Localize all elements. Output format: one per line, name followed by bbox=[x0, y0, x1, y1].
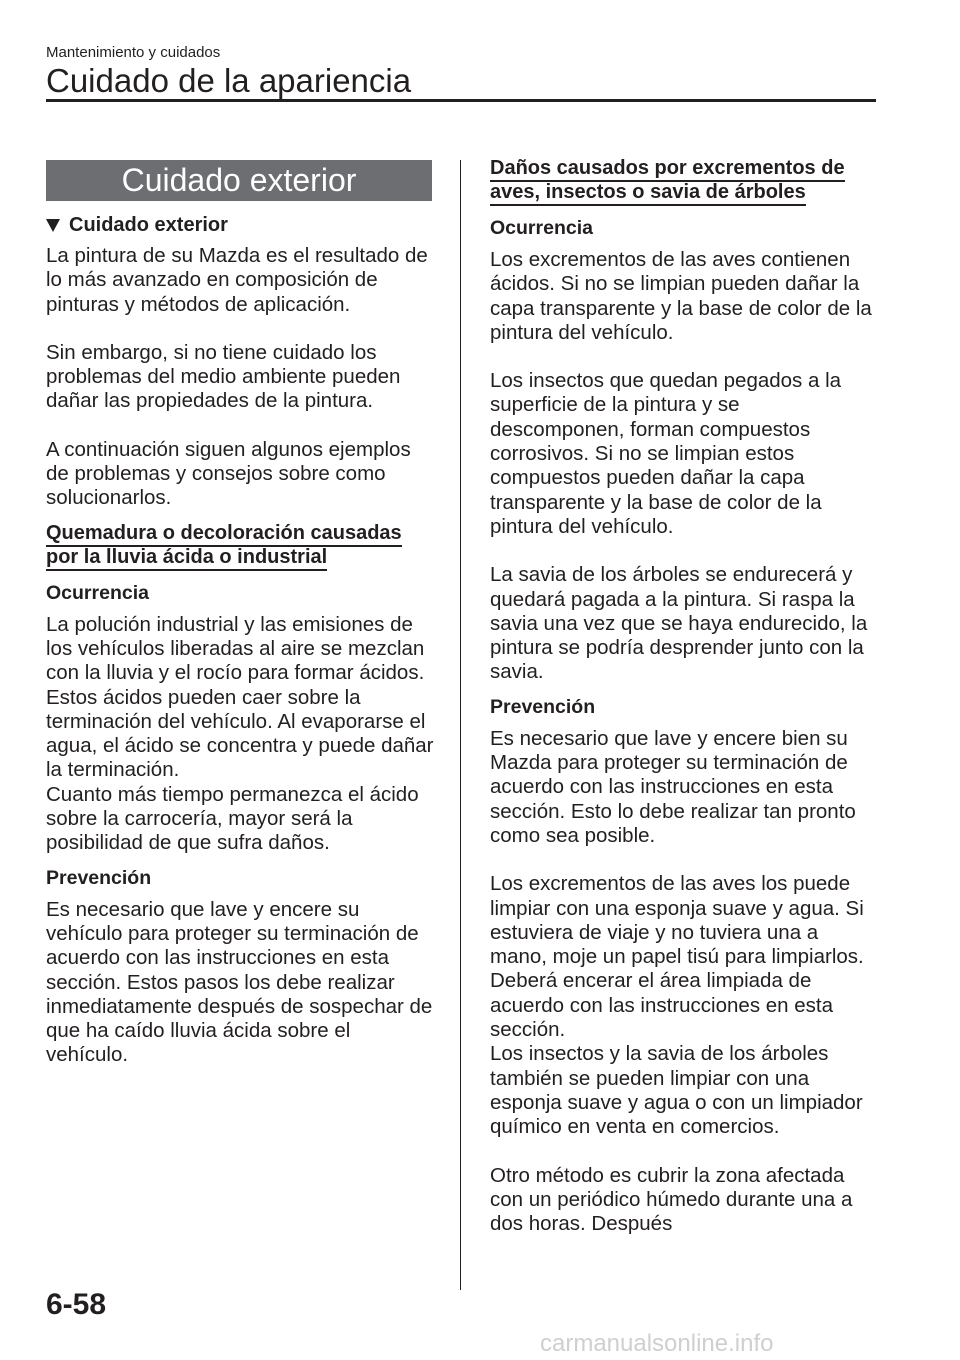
right-paragraph-4: Es necesario que lave y encere bien su Mazda para proteger su terminación de acuerdo con las instrucciones en esta sección. Esto lo debe realizar tan pronto como sea posible. bbox=[490, 726, 856, 847]
topic-bird-droppings bbox=[490, 156, 878, 204]
box-title: Cuidado exterior bbox=[46, 160, 432, 201]
ocurrencia-label: Ocurrencia bbox=[46, 581, 149, 604]
right-paragraph-3: La savia de los árboles se endurecerá y quedará pagada a la pintura. Si raspa la savia una vez que se haya endurecido, la pintura se podría desprender junto con la savia. bbox=[490, 563, 868, 684]
right-paragraph-5: Los excrementos de las aves los puede limpiar con una esponja suave y agua. Si estuviera de viaje y no tuviera una a mano, moje un papel tisú para limpiarlos. Deberá encerar el área limpiada de acuerdo con las instrucciones en esta sección. bbox=[490, 872, 864, 1042]
topic-bird-droppings-text: Daños causados por excrementos de aves, insectos o savia de árboles bbox=[490, 157, 845, 206]
column-divider bbox=[460, 160, 461, 1290]
ocurrencia-label-right: Ocurrencia bbox=[490, 217, 593, 239]
subheading bbox=[46, 212, 434, 238]
topic-acid-rain bbox=[46, 521, 434, 569]
ocurrencia-text: La polución industrial y las emisiones de los vehículos liberadas al aire se mezclan con la lluvia y el rocío para formar ácidos. Estos ácidos pueden caer sobre la terminación del vehículo. Al evaporarse el agua, el ácido se concentra y puede dañar la terminación. bbox=[46, 612, 434, 782]
topic-acid-rain-text: Quemadura o decoloración causadas por la lluvia ácida o industrial bbox=[46, 522, 402, 571]
watermark: carmanualsonline.info bbox=[540, 1330, 774, 1357]
right-paragraph-6: Otro método es cubrir la zona afectada con un periódico húmedo durante una a dos horas. Después bbox=[490, 1163, 853, 1236]
right-paragraph-5b: Los insectos y la savia de los árboles también se pueden limpiar con una esponja suave y agua o con un limpiador químico en venta en comercios. bbox=[490, 1042, 863, 1139]
right-paragraph-2: Los insectos que quedan pegados a la superficie de la pintura y se descomponen, forman compuestos corrosivos. Si no se limpian estos compuestos pueden dañar la capa transparente y la base de color de la pintura del vehículo. bbox=[490, 369, 842, 538]
prevencion-text: Es necesario que lave y encere su vehículo para proteger su terminación de acuerdo con las instrucciones en esta sección. Estos pasos los debe realizar inmediatamente después de sospechar de que ha caído lluvia ácida sobre el vehículo. bbox=[46, 897, 433, 1067]
left-column bbox=[46, 160, 434, 1092]
right-column bbox=[490, 156, 878, 1260]
header-rule bbox=[46, 99, 876, 102]
chapter-title: Mantenimiento y cuidados bbox=[46, 44, 221, 61]
right-paragraph-1: Los excrementos de las aves contienen ácidos. Si no se limpian pueden dañar la capa transparente y la base de color de la pintura del vehículo. bbox=[490, 248, 872, 344]
prevencion-label-right: Prevención bbox=[490, 695, 596, 718]
page-number: 6-58 bbox=[46, 1288, 107, 1321]
triangle-down-icon bbox=[46, 219, 60, 232]
intro-paragraph-3: A continuación siguen algunos ejemplos de problemas y consejos sobre como solucionarlos. bbox=[46, 437, 411, 510]
section-title: Cuidado de la apariencia bbox=[46, 62, 412, 99]
prevencion-label: Prevención bbox=[46, 866, 152, 889]
intro-paragraph-2: Sin embargo, si no tiene cuidado los problemas del medio ambiente pueden dañar las propiedades de la pintura. bbox=[46, 340, 401, 413]
subheading-text: Cuidado exterior bbox=[69, 214, 228, 236]
page-header bbox=[46, 44, 876, 100]
intro-paragraph-1: La pintura de su Mazda es el resultado de lo más avanzado en composición de pinturas y métodos de aplicación. bbox=[46, 244, 428, 316]
ocurrencia-text-2: Cuanto más tiempo permanezca el ácido sobre la carrocería, mayor será la posibilidad de que sufra daños. bbox=[46, 782, 419, 855]
